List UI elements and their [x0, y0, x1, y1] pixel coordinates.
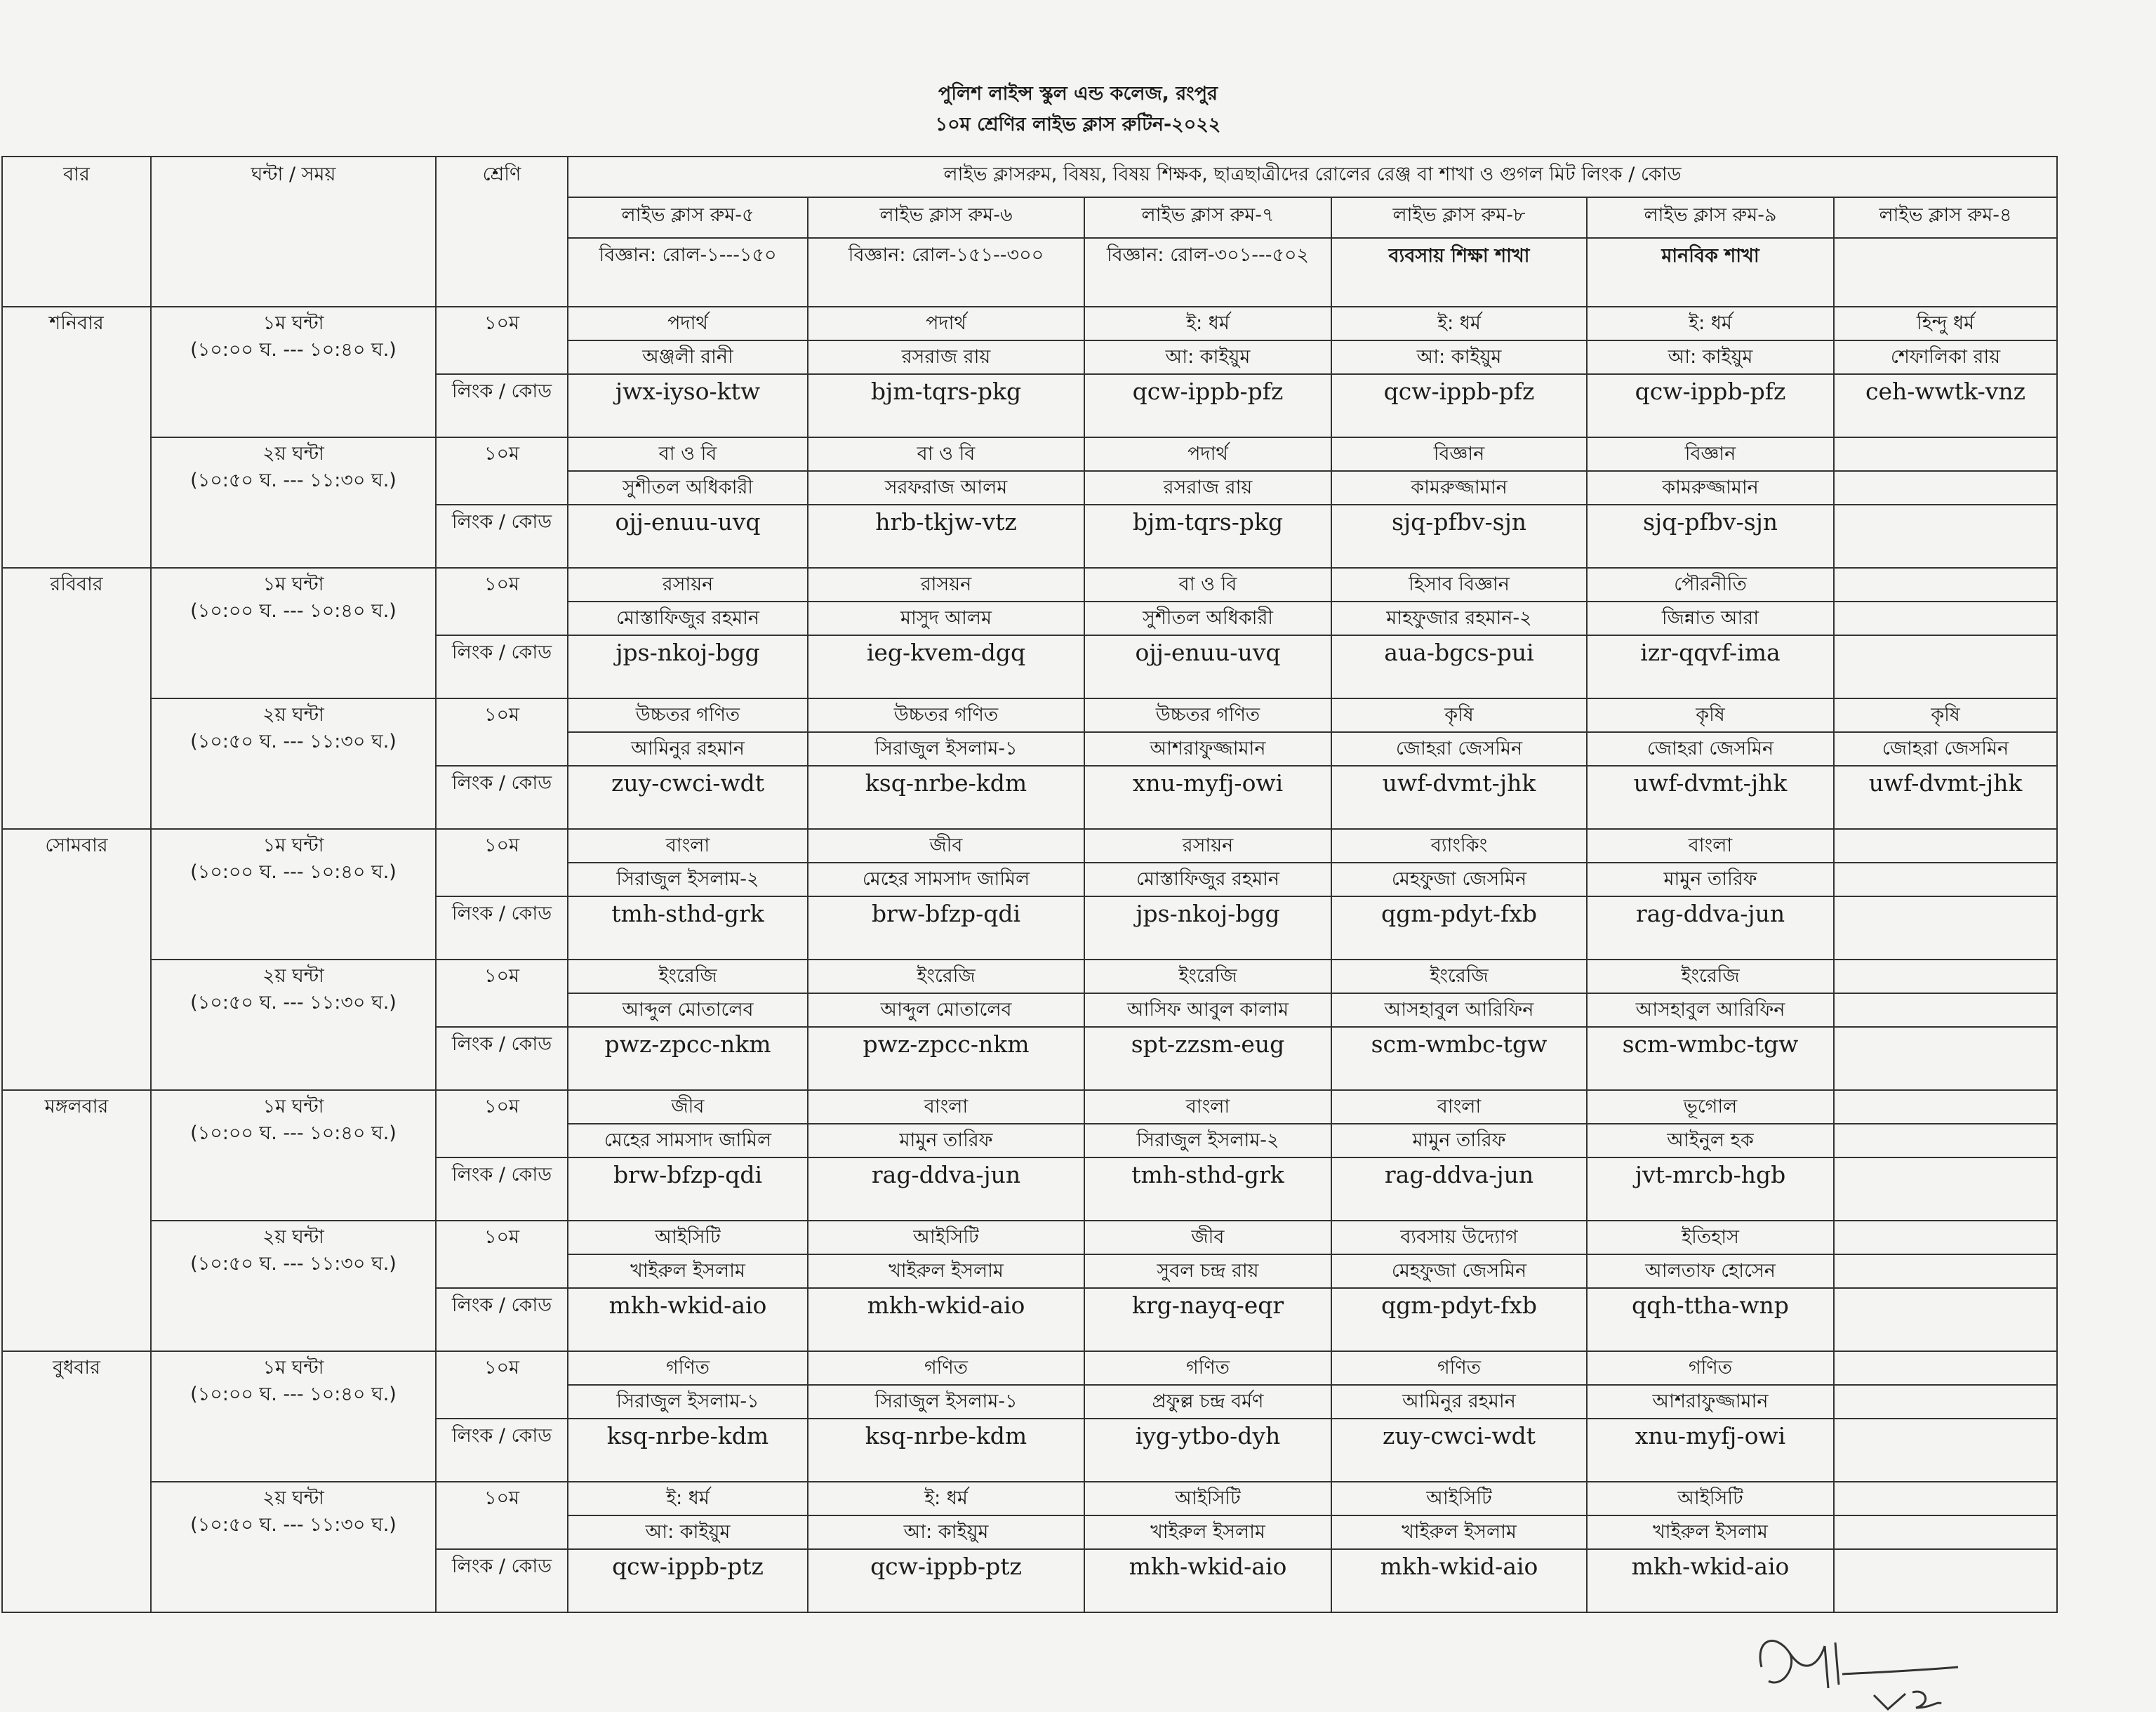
- teacher-cell: আসহাবুল আরিফিন: [1331, 993, 1587, 1027]
- meet-code: mkh-wkid-aio: [1084, 1549, 1331, 1612]
- teacher-cell: আমিনুর রহমান: [1331, 1385, 1587, 1419]
- teacher-cell: কামরুজ্জামান: [1331, 471, 1587, 505]
- subject-cell: বাংলা: [1587, 829, 1834, 863]
- subject-cell: কৃষি: [1331, 698, 1587, 732]
- meet-code: zuy-cwci-wdt: [568, 766, 808, 829]
- period-label: ২য় ঘন্টা: [262, 965, 324, 987]
- subject-cell: [1834, 437, 2057, 471]
- meet-code: jvt-mrcb-hgb: [1587, 1157, 1834, 1221]
- teacher-cell: খাইরুল ইসলাম: [808, 1254, 1084, 1288]
- teacher-cell: আব্দুল মোতালেব: [568, 993, 808, 1027]
- teacher-cell: খাইরুল ইসলাম: [568, 1254, 808, 1288]
- class-cell: ১০ম: [436, 829, 568, 896]
- teacher-cell: সুশীতল অধিকারী: [1084, 602, 1331, 635]
- meet-code: mkh-wkid-aio: [1331, 1549, 1587, 1612]
- period-time: (১০:৫০ ঘ. --- ১১:৩০ ঘ.): [190, 731, 397, 752]
- period-label: ১ম ঘন্টা: [262, 573, 324, 595]
- period-time: (১০:০০ ঘ. --- ১০:৪০ ঘ.): [190, 339, 397, 361]
- subject-cell: গণিত: [568, 1351, 808, 1385]
- meet-code: jps-nkoj-bgg: [568, 635, 808, 698]
- meet-code: brw-bfzp-qdi: [568, 1157, 808, 1221]
- subject-cell: বিজ্ঞান: [1331, 437, 1587, 471]
- meet-code: pwz-zpcc-nkm: [568, 1027, 808, 1090]
- teacher-cell: খাইরুল ইসলাম: [1084, 1515, 1331, 1549]
- teacher-cell: মাসুদ আলম: [808, 602, 1084, 635]
- meet-code: pwz-zpcc-nkm: [808, 1027, 1084, 1090]
- meet-code: qcw-ippb-ptz: [568, 1549, 808, 1612]
- teacher-cell: সিরাজুল ইসলাম-২: [1084, 1124, 1331, 1157]
- meet-code: brw-bfzp-qdi: [808, 896, 1084, 960]
- section-header: [1834, 238, 2057, 307]
- link-label: লিংক / কোড: [436, 1027, 568, 1090]
- subject-cell: হিসাব বিজ্ঞান: [1331, 568, 1587, 602]
- subject-cell: গণিত: [1587, 1351, 1834, 1385]
- meet-code: izr-qqvf-ima: [1587, 635, 1834, 698]
- subject-cell: জীব: [808, 829, 1084, 863]
- teacher-cell: জোহরা জেসমিন: [1587, 732, 1834, 766]
- period-time: (১০:৫০ ঘ. --- ১১:৩০ ঘ.): [190, 1514, 397, 1536]
- col-header-day: বার: [2, 157, 151, 307]
- subject-cell: উচ্চতর গণিত: [808, 698, 1084, 732]
- link-label: লিংক / কোড: [436, 1288, 568, 1351]
- teacher-cell: জিন্নাত আরা: [1587, 602, 1834, 635]
- subject-cell: ইংরেজি: [1587, 960, 1834, 993]
- meet-code: tmh-sthd-grk: [1084, 1157, 1331, 1221]
- subject-row: [2, 307, 2057, 340]
- link-label: লিংক / কোড: [436, 374, 568, 437]
- teacher-cell: সিরাজুল ইসলাম-১: [808, 732, 1084, 766]
- teacher-cell: আব্দুল মোতালেব: [808, 993, 1084, 1027]
- teacher-cell: আলতাফ হোসেন: [1587, 1254, 1834, 1288]
- period-label: ১ম ঘন্টা: [262, 1096, 324, 1117]
- period-label: ১ম ঘন্টা: [262, 835, 324, 856]
- teacher-cell: সুবল চন্দ্র রায়: [1084, 1254, 1331, 1288]
- meet-code: xnu-myfj-owi: [1587, 1419, 1834, 1482]
- teacher-cell: খাইরুল ইসলাম: [1587, 1515, 1834, 1549]
- header-row-1: [2, 157, 2057, 197]
- subject-cell: বা ও বি: [1084, 568, 1331, 602]
- day-name: মঙ্গলবার: [2, 1090, 151, 1351]
- teacher-cell: কামরুজ্জামান: [1587, 471, 1834, 505]
- meet-code: scm-wmbc-tgw: [1587, 1027, 1834, 1090]
- teacher-cell: শেফালিকা রায়: [1834, 340, 2057, 374]
- meet-code: [1834, 505, 2057, 568]
- period-time: (১০:৫০ ঘ. --- ১১:৩০ ঘ.): [190, 992, 397, 1014]
- meet-code: qgm-pdyt-fxb: [1331, 1288, 1587, 1351]
- meet-code: ieg-kvem-dgq: [808, 635, 1084, 698]
- subject-cell: বা ও বি: [808, 437, 1084, 471]
- period-time: (১০:০০ ঘ. --- ১০:৪০ ঘ.): [190, 861, 397, 883]
- meet-code: rag-ddva-jun: [1587, 896, 1834, 960]
- period-cell: [151, 307, 436, 437]
- subject-cell: বাংলা: [1084, 1090, 1331, 1124]
- teacher-cell: আসিফ আবুল কালাম: [1084, 993, 1331, 1027]
- subject-cell: ব্যাংকিং: [1331, 829, 1587, 863]
- subject-cell: [1834, 1482, 2057, 1515]
- period-label: ১ম ঘন্টা: [262, 312, 324, 334]
- meet-code: qcw-ippb-ptz: [808, 1549, 1084, 1612]
- subject-cell: পদার্থ: [808, 307, 1084, 340]
- meet-code: hrb-tkjw-vtz: [808, 505, 1084, 568]
- teacher-cell: আমিনুর রহমান: [568, 732, 808, 766]
- period-label: ২য় ঘন্টা: [262, 443, 324, 465]
- subject-row: [2, 1090, 2057, 1124]
- subject-cell: ই: ধর্ম: [808, 1482, 1084, 1515]
- period-time: (১০:০০ ঘ. --- ১০:৪০ ঘ.): [190, 600, 397, 622]
- meet-code: [1834, 896, 2057, 960]
- teacher-cell: আ: কাইয়ুম: [568, 1515, 808, 1549]
- class-cell: ১০ম: [436, 1482, 568, 1549]
- period-time: (১০:০০ ঘ. --- ১০:৪০ ঘ.): [190, 1383, 397, 1405]
- subject-cell: কৃষি: [1587, 698, 1834, 732]
- teacher-cell: জোহরা জেসমিন: [1834, 732, 2057, 766]
- teacher-cell: [1834, 993, 2057, 1027]
- teacher-cell: মামুন তারিফ: [1331, 1124, 1587, 1157]
- period-cell: [151, 1090, 436, 1221]
- teacher-cell: আশরাফুজ্জামান: [1587, 1385, 1834, 1419]
- subject-cell: বাংলা: [1331, 1090, 1587, 1124]
- class-cell: ১০ম: [436, 568, 568, 635]
- subject-cell: রাসয়ন: [808, 568, 1084, 602]
- subject-cell: আইসিটি: [1587, 1482, 1834, 1515]
- teacher-cell: জোহরা জেসমিন: [1331, 732, 1587, 766]
- meet-code: mkh-wkid-aio: [808, 1288, 1084, 1351]
- link-label: লিংক / কোড: [436, 635, 568, 698]
- room-header: লাইভ ক্লাস রুম-৭: [1084, 197, 1331, 238]
- meet-code: qcw-ippb-pfz: [1084, 374, 1331, 437]
- subject-cell: গণিত: [1084, 1351, 1331, 1385]
- meet-code: ojj-enuu-uvq: [1084, 635, 1331, 698]
- period-time: (১০:০০ ঘ. --- ১০:৪০ ঘ.): [190, 1122, 397, 1144]
- meet-code: scm-wmbc-tgw: [1331, 1027, 1587, 1090]
- period-time: (১০:৫০ ঘ. --- ১১:৩০ ঘ.): [190, 470, 397, 491]
- routine-title: ১০ম শ্রেণির লাইভ ক্লাস রুটিন-২০২২: [935, 114, 1221, 135]
- period-label: ২য় ঘন্টা: [262, 704, 324, 726]
- link-label: লিংক / কোড: [436, 766, 568, 829]
- teacher-cell: সরফরাজ আলম: [808, 471, 1084, 505]
- period-cell: [151, 698, 436, 829]
- subject-cell: আইসিটি: [568, 1221, 808, 1254]
- teacher-cell: মেহফুজা জেসমিন: [1331, 1254, 1587, 1288]
- subject-row: [2, 698, 2057, 732]
- day-name: রবিবার: [2, 568, 151, 829]
- link-label: লিংক / কোড: [436, 1419, 568, 1482]
- room-header: লাইভ ক্লাস রুম-৪: [1834, 197, 2057, 238]
- subject-cell: ইতিহাস: [1587, 1221, 1834, 1254]
- col-header-class: শ্রেণি: [436, 157, 568, 307]
- meet-code: bjm-tqrs-pkg: [1084, 505, 1331, 568]
- room-header: লাইভ ক্লাস রুম-৬: [808, 197, 1084, 238]
- meet-code: mkh-wkid-aio: [1587, 1549, 1834, 1612]
- meet-code: mkh-wkid-aio: [568, 1288, 808, 1351]
- subject-cell: পৌরনীতি: [1587, 568, 1834, 602]
- teacher-cell: [1834, 863, 2057, 896]
- teacher-cell: [1834, 471, 2057, 505]
- teacher-cell: [1834, 1385, 2057, 1419]
- teacher-cell: মামুন তারিফ: [808, 1124, 1084, 1157]
- period-cell: [151, 568, 436, 698]
- teacher-cell: রসরাজ রায়: [1084, 471, 1331, 505]
- meet-code: rag-ddva-jun: [808, 1157, 1084, 1221]
- meet-code: ceh-wwtk-vnz: [1834, 374, 2057, 437]
- document-header: [0, 79, 2156, 140]
- subject-row: [2, 568, 2057, 602]
- school-name: পুলিশ লাইন্স স্কুল এন্ড কলেজ, রংপুর: [938, 83, 1218, 105]
- teacher-cell: সুশীতল অধিকারী: [568, 471, 808, 505]
- meet-code: qcw-ippb-pfz: [1331, 374, 1587, 437]
- link-label: লিংক / কোড: [436, 896, 568, 960]
- teacher-cell: সিরাজুল ইসলাম-১: [808, 1385, 1084, 1419]
- teacher-cell: মোস্তাফিজুর রহমান: [1084, 863, 1331, 896]
- meet-code: krg-nayq-eqr: [1084, 1288, 1331, 1351]
- section-header: বিজ্ঞান: রোল-১---১৫০: [568, 238, 808, 307]
- teacher-cell: খাইরুল ইসলাম: [1331, 1515, 1587, 1549]
- period-label: ২য় ঘন্টা: [262, 1487, 324, 1509]
- subject-cell: ইংরেজি: [1084, 960, 1331, 993]
- teacher-cell: আ: কাইয়ুম: [1084, 340, 1331, 374]
- subject-row: [2, 437, 2057, 471]
- period-cell: [151, 1221, 436, 1351]
- day-name: সোমবার: [2, 829, 151, 1090]
- meet-code: qcw-ippb-pfz: [1587, 374, 1834, 437]
- meet-code: aua-bgcs-pui: [1331, 635, 1587, 698]
- link-label: লিংক / কোড: [436, 1157, 568, 1221]
- teacher-cell: রসরাজ রায়: [808, 340, 1084, 374]
- subject-cell: ই: ধর্ম: [1331, 307, 1587, 340]
- teacher-cell: মামুন তারিফ: [1587, 863, 1834, 896]
- teacher-cell: অঞ্জলী রানী: [568, 340, 808, 374]
- teacher-cell: আ: কাইয়ুম: [1587, 340, 1834, 374]
- subject-cell: ই: ধর্ম: [1587, 307, 1834, 340]
- subject-cell: ইংরেজি: [568, 960, 808, 993]
- meet-code: [1834, 1549, 2057, 1612]
- subject-cell: বিজ্ঞান: [1587, 437, 1834, 471]
- section-header: বিজ্ঞান: রোল-৩০১---৫০২: [1084, 238, 1331, 307]
- teacher-cell: [1834, 602, 2057, 635]
- meet-code: sjq-pfbv-sjn: [1587, 505, 1834, 568]
- meet-code: qqh-ttha-wnp: [1587, 1288, 1834, 1351]
- teacher-cell: [1834, 1254, 2057, 1288]
- subject-cell: জীব: [1084, 1221, 1331, 1254]
- meet-code: ksq-nrbe-kdm: [808, 766, 1084, 829]
- teacher-cell: আইনুল হক: [1587, 1124, 1834, 1157]
- section-header: মানবিক শাখা: [1587, 238, 1834, 307]
- subject-cell: বা ও বি: [568, 437, 808, 471]
- day-name: বুধবার: [2, 1351, 151, 1612]
- meet-code: uwf-dvmt-jhk: [1587, 766, 1834, 829]
- teacher-cell: আ: কাইয়ুম: [1331, 340, 1587, 374]
- subject-cell: [1834, 1090, 2057, 1124]
- meet-code: iyg-ytbo-dyh: [1084, 1419, 1331, 1482]
- subject-cell: হিন্দু ধর্ম: [1834, 307, 2057, 340]
- meet-code: tmh-sthd-grk: [568, 896, 808, 960]
- subject-cell: ব্যবসায় উদ্যোগ: [1331, 1221, 1587, 1254]
- period-time: (১০:৫০ ঘ. --- ১১:৩০ ঘ.): [190, 1253, 397, 1275]
- day-name: শনিবার: [2, 307, 151, 568]
- teacher-cell: মোস্তাফিজুর রহমান: [568, 602, 808, 635]
- class-cell: ১০ম: [436, 1090, 568, 1157]
- subject-row: [2, 1221, 2057, 1254]
- subject-cell: গণিত: [1331, 1351, 1587, 1385]
- meet-code: [1834, 1157, 2057, 1221]
- class-cell: ১০ম: [436, 1351, 568, 1419]
- section-header: ব্যবসায় শিক্ষা শাখা: [1331, 238, 1587, 307]
- subject-cell: আইসিটি: [1084, 1482, 1331, 1515]
- subject-row: [2, 1482, 2057, 1515]
- room-header: লাইভ ক্লাস রুম-৮: [1331, 197, 1587, 238]
- subject-cell: বাংলা: [568, 829, 808, 863]
- teacher-cell: আশরাফুজ্জামান: [1084, 732, 1331, 766]
- subject-cell: জীব: [568, 1090, 808, 1124]
- meet-code: [1834, 1419, 2057, 1482]
- subject-cell: ই: ধর্ম: [1084, 307, 1331, 340]
- teacher-cell: মাহফুজার রহমান-২: [1331, 602, 1587, 635]
- subject-row: [2, 829, 2057, 863]
- link-label: লিংক / কোড: [436, 1549, 568, 1612]
- class-cell: ১০ম: [436, 437, 568, 505]
- subject-cell: রসায়ন: [1084, 829, 1331, 863]
- link-label: লিংক / কোড: [436, 505, 568, 568]
- teacher-cell: প্রফুল্ল চন্দ্র বর্মণ: [1084, 1385, 1331, 1419]
- routine-table: [1, 156, 2058, 1613]
- meet-code: [1834, 1288, 2057, 1351]
- subject-cell: পদার্থ: [1084, 437, 1331, 471]
- teacher-cell: [1834, 1124, 2057, 1157]
- period-label: ২য় ঘন্টা: [262, 1226, 324, 1248]
- meet-code: uwf-dvmt-jhk: [1331, 766, 1587, 829]
- class-cell: ১০ম: [436, 1221, 568, 1288]
- subject-cell: [1834, 960, 2057, 993]
- meet-code: spt-zzsm-eug: [1084, 1027, 1331, 1090]
- meet-code: rag-ddva-jun: [1331, 1157, 1587, 1221]
- period-cell: [151, 829, 436, 960]
- meet-code: ojj-enuu-uvq: [568, 505, 808, 568]
- col-header-time: ঘন্টা / সময়: [151, 157, 436, 307]
- teacher-cell: [1834, 1515, 2057, 1549]
- subject-cell: [1834, 568, 2057, 602]
- subject-cell: ই: ধর্ম: [568, 1482, 808, 1515]
- col-header-span: লাইভ ক্লাসরুম, বিষয়, বিষয় শিক্ষক, ছাত্রছাত্রীদের রোলের রেঞ্জ বা শাখা ও গুগল মিট লিংক / কোড: [568, 157, 2057, 197]
- meet-code: [1834, 635, 2057, 698]
- subject-cell: বাংলা: [808, 1090, 1084, 1124]
- subject-cell: রসায়ন: [568, 568, 808, 602]
- teacher-cell: মেহের সামসাদ জামিল: [808, 863, 1084, 896]
- subject-cell: ভূগোল: [1587, 1090, 1834, 1124]
- meet-code: xnu-myfj-owi: [1084, 766, 1331, 829]
- subject-cell: আইসিটি: [808, 1221, 1084, 1254]
- subject-cell: ইংরেজি: [1331, 960, 1587, 993]
- period-cell: [151, 1351, 436, 1482]
- subject-cell: পদার্থ: [568, 307, 808, 340]
- class-cell: ১০ম: [436, 698, 568, 766]
- signature: [1748, 1625, 1979, 1712]
- subject-cell: গণিত: [808, 1351, 1084, 1385]
- subject-row: [2, 1351, 2057, 1385]
- subject-row: [2, 960, 2057, 993]
- section-header: বিজ্ঞান: রোল-১৫১--৩০০: [808, 238, 1084, 307]
- class-cell: ১০ম: [436, 307, 568, 374]
- period-label: ১ম ঘন্টা: [262, 1357, 324, 1379]
- meet-code: jps-nkoj-bgg: [1084, 896, 1331, 960]
- room-header: লাইভ ক্লাস রুম-৯: [1587, 197, 1834, 238]
- subject-cell: ইংরেজি: [808, 960, 1084, 993]
- period-cell: [151, 437, 436, 568]
- subject-cell: আইসিটি: [1331, 1482, 1587, 1515]
- subject-cell: [1834, 829, 2057, 863]
- room-header: লাইভ ক্লাস রুম-৫: [568, 197, 808, 238]
- class-cell: ১০ম: [436, 960, 568, 1027]
- subject-cell: কৃষি: [1834, 698, 2057, 732]
- meet-code: jwx-iyso-ktw: [568, 374, 808, 437]
- teacher-cell: সিরাজুল ইসলাম-১: [568, 1385, 808, 1419]
- subject-cell: উচ্চতর গণিত: [568, 698, 808, 732]
- teacher-cell: মেহফুজা জেসমিন: [1331, 863, 1587, 896]
- meet-code: uwf-dvmt-jhk: [1834, 766, 2057, 829]
- period-cell: [151, 960, 436, 1090]
- meet-code: zuy-cwci-wdt: [1331, 1419, 1587, 1482]
- meet-code: ksq-nrbe-kdm: [568, 1419, 808, 1482]
- subject-cell: [1834, 1351, 2057, 1385]
- meet-code: ksq-nrbe-kdm: [808, 1419, 1084, 1482]
- period-cell: [151, 1482, 436, 1612]
- teacher-cell: আ: কাইয়ুম: [808, 1515, 1084, 1549]
- subject-cell: [1834, 1221, 2057, 1254]
- teacher-cell: সিরাজুল ইসলাম-২: [568, 863, 808, 896]
- teacher-cell: আসহাবুল আরিফিন: [1587, 993, 1834, 1027]
- meet-code: sjq-pfbv-sjn: [1331, 505, 1587, 568]
- meet-code: [1834, 1027, 2057, 1090]
- meet-code: qgm-pdyt-fxb: [1331, 896, 1587, 960]
- subject-cell: উচ্চতর গণিত: [1084, 698, 1331, 732]
- meet-code: bjm-tqrs-pkg: [808, 374, 1084, 437]
- teacher-cell: মেহের সামসাদ জামিল: [568, 1124, 808, 1157]
